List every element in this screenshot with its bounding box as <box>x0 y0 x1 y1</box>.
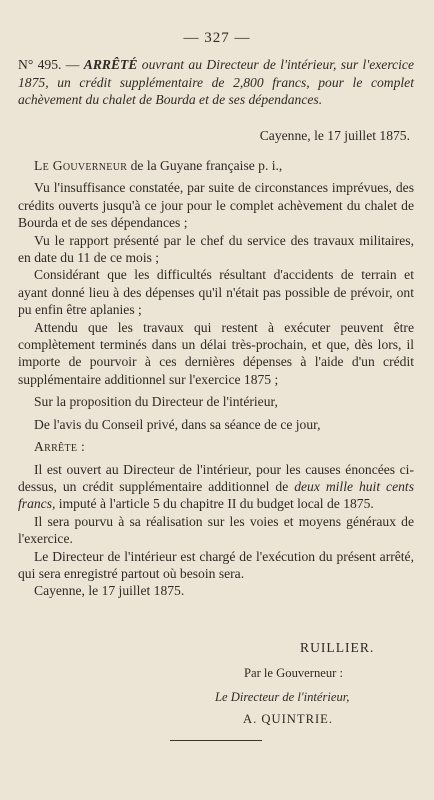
decree-number: N° 495. — <box>18 57 80 72</box>
divider-rule <box>170 740 262 741</box>
signature-name: RUILLIER. <box>300 640 375 655</box>
paragraph-9: Le Directeur de l'intérieur est chargé de l'exécution du présent arrêté, qui sera enregistré partout où besoin sera. <box>18 548 414 581</box>
dateline: Cayenne, le 17 juillet 1875. <box>259 128 410 143</box>
paragraph-8: Il sera pourvu à sa réalisation sur les voies et moyens généraux de l'exercice. <box>18 513 414 547</box>
paragraph-3: Considérant que les difficultés résultant d'accidents de terrain et ayant donné lieu à des dépenses qu'il n'était pas possible de prévoir, ont pu enfin être aplanies ; <box>18 267 414 318</box>
closing-date: Cayenne, le 17 juillet 1875. <box>34 583 185 599</box>
page-number: — 327 — <box>183 30 251 46</box>
paragraph-7-amount: deux mille huit cents francs, <box>18 478 414 512</box>
paragraph-1: Vu l'insuffisance constatée, par suite de circonstances imprévues, des crédits ouverts jusqu'à ce jour pour le complet achèvement du chalet de Bourda et de ses dépendances ; <box>18 180 414 231</box>
decree-summary: ouvrant au Directeur de l'intérieur, sur l'exercice 1875, un crédit supplémentaire de 2,800 francs, pour le complet achèvement du chalet de Bourda et de ses dépendances. <box>18 57 414 108</box>
paragraph-6: De l'avis du Conseil privé, dans sa séance de ce jour, <box>34 416 321 432</box>
paragraph-4: Attendu que les travaux qui restent à exécuter peuvent être complètement terminés dans un délai très-prochain, et que, dès lors, il importe de pourvoir à ces dernières dépenses à l'aide d'un crédit supplémentaire additionnel sur l'exercice 1875 ; <box>18 319 414 387</box>
decree-title: ARRÊTÉ <box>83 57 138 72</box>
paragraph-7 <box>18 461 414 513</box>
signature-name-2: A. QUINTRIE. <box>243 712 333 726</box>
decree-body <box>18 157 414 600</box>
governor-line <box>18 157 414 174</box>
governor-rest: de la Guyane française p. i., <box>127 158 283 173</box>
paragraph-5: Sur la proposition du Directeur de l'intérieur, <box>34 394 278 410</box>
arrete-caps: Arrête : <box>34 439 86 455</box>
paragraph-7-a: Il est ouvert au Directeur de l'intérieur, pour les causes énoncées ci-dessus, un crédit supplémentaire additionnel de <box>18 461 414 494</box>
arrete-label <box>18 438 414 455</box>
governor-caps: Le Gouverneur <box>34 158 128 173</box>
paragraph-7-b: imputé à l'article 5 du chapitre II du budget local de 1875. <box>55 496 374 512</box>
decree-heading <box>18 56 414 109</box>
signature-par: Par le Gouverneur : <box>244 666 343 680</box>
paragraph-2: Vu le rapport présenté par le chef du service des travaux militaires, en date du 11 de ce mois ; <box>18 232 414 266</box>
signature-title: Le Directeur de l'intérieur, <box>215 690 350 704</box>
